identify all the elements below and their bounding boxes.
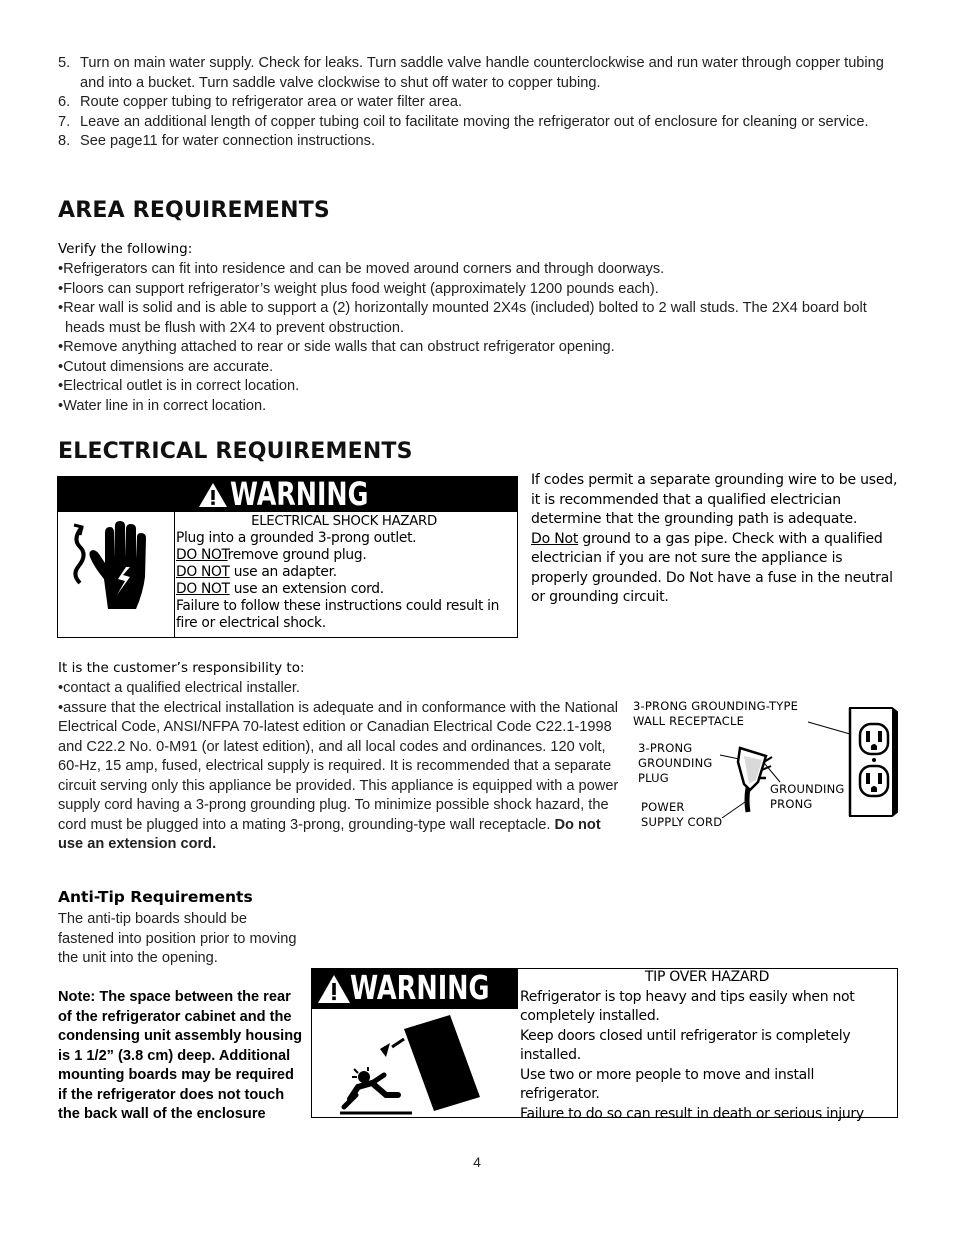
- warning-line: Failure to follow these instructions could result in fire or electrical shock.: [176, 598, 500, 631]
- responsibility-label: It is the customer’s responsibility to:: [58, 660, 305, 676]
- step-number: 6.: [58, 94, 71, 110]
- step-text: Turn on main water supply. Check for leaks. Turn saddle valve handle counterclockwise and run water through copper tubing and into a bucket. Turn saddle valve clockwise to shut off water to copper tubing.: [80, 55, 884, 91]
- warning-line: [176, 581, 512, 598]
- warning-line: [176, 564, 512, 581]
- warning-line-rest: use an extension cord.: [229, 581, 384, 597]
- warning-triangle-icon: [198, 482, 228, 508]
- list-item: [58, 93, 908, 113]
- label-line: SUPPLY CORD: [641, 815, 723, 829]
- warning-line: [176, 547, 512, 564]
- list-item: •Remove anything attached to rear or side walls that can obstruct refrigerator opening.: [58, 339, 615, 355]
- tip-over-person-icon: [332, 1011, 502, 1115]
- do-not-underlined: DO NOT: [176, 564, 230, 580]
- area-bullet-list: [58, 260, 898, 416]
- list-item: [58, 132, 908, 152]
- page-number: 4: [473, 1154, 481, 1170]
- label-line: GROUNDING: [770, 782, 845, 796]
- step-number: 7.: [58, 113, 71, 130]
- antitip-text: The anti-tip boards should be fastened into position prior to moving the unit into the opening.: [58, 911, 297, 966]
- tip-warning-text: [520, 968, 894, 1124]
- label-line: POWER: [641, 800, 685, 814]
- do-not-underlined: DO NOT: [176, 581, 230, 597]
- list-item: [58, 54, 908, 93]
- warning-panel: [312, 969, 518, 1117]
- list-item: •Floors can support refrigerator’s weight plus food weight (approximately 1200 pounds each).: [58, 280, 659, 297]
- hazard-title: TIP OVER HAZARD: [644, 969, 770, 985]
- grounding-text: If codes permit a separate grounding wire to be used, it is recommended that a qualified electrician determine that the grounding path is adequate.: [531, 472, 898, 527]
- electric-shock-hand-icon: [70, 517, 160, 613]
- list-item: •Electrical outlet is in correct location.: [58, 378, 300, 394]
- warning-banner: [58, 477, 517, 512]
- electrical-warning-box: [57, 476, 518, 638]
- outlet-plug-illustration: [700, 700, 900, 830]
- grounding-paragraph: [531, 471, 901, 608]
- list-item: •Cutout dimensions are accurate.: [58, 358, 274, 375]
- electrical-requirements-heading: ELECTRICAL REQUIREMENTS: [58, 439, 413, 464]
- warning-triangle-icon: [317, 974, 351, 1004]
- tip-over-warning-box: [311, 968, 898, 1122]
- bold-warning-text: Do not use an extension cord.: [58, 816, 601, 852]
- warning-divider: [174, 512, 175, 638]
- label-line: WALL RECEPTACLE: [633, 714, 745, 728]
- label-line: PLUG: [638, 771, 669, 785]
- warning-line: Failure to do so can result in death or serious injury: [520, 1105, 864, 1122]
- label-line: 3-PRONG GROUNDING-TYPE: [633, 699, 799, 713]
- label-line: 3-PRONG: [638, 741, 693, 755]
- warning-text: [176, 513, 512, 632]
- warning-line-rest: use an adapter.: [229, 564, 337, 580]
- warning-word: WARNING: [350, 968, 490, 1007]
- step-text: Leave an additional length of copper tubing coil to facilitate moving the refrigerator out of enclosure for cleaning or service.: [80, 113, 869, 130]
- label-line: GROUNDING: [638, 756, 713, 770]
- hazard-title: ELECTRICAL SHOCK HAZARD: [251, 514, 437, 529]
- antitip-note: Note: The space between the rear of the refrigerator cabinet and the condensing unit assembly housing is 1 1/2” (3.8 cm) deep. Additional mounting boards may be required if the refrigerator does not touch the back wall of the enclosure: [58, 989, 303, 1122]
- list-item: [58, 113, 908, 133]
- list-item: •Water line in in correct location.: [58, 397, 267, 414]
- step-text: See page11 for water connection instructions.: [80, 133, 376, 149]
- warning-line: Refrigerator is top heavy and tips easily when not completely installed.: [520, 988, 855, 1024]
- step-number: 5.: [58, 55, 71, 71]
- do-not-underlined: DO NOT: [176, 547, 228, 563]
- grounding-text: ground to a gas pipe. Check with a qualified electrician if you are not sure the appliance is properly grounded. Do Not have a fuse in the neutral or grounding circuit.: [531, 530, 893, 605]
- responsibility-bullets: [58, 679, 623, 855]
- list-item: •contact a qualified electrical installer.: [58, 680, 300, 696]
- do-not-underlined: Do Not: [531, 530, 579, 547]
- area-requirements-heading: AREA REQUIREMENTS: [58, 198, 330, 223]
- water-steps-list: [58, 54, 908, 152]
- responsibility-text: •assure that the electrical installation is adequate and in conformance with the National Electrical Code, ANSI/NFPA 70-latest edition or Canadian Electrical Code C22.1-1998 and C22.2 No. 0-M91 (or latest edition), and all local codes and ordinances. 120 volt, 60-Hz, 15 amp, fused, electrical supply is required. It is recommended that a separate circuit serving only this appliance be provided. This appliance is equipped with a power supply cord having a 3-prong grounding plug. To minimize possible shock hazard, the cord must be plugged into a mating 3-prong, grounding-type wall receptacle.: [58, 699, 619, 833]
- list-item: •Rear wall is solid and is able to support a (2) horizontally mounted 2X4s (included) bolted to 2 wall studs. The 2X4 board bolt heads must be flush with 2X4 to prevent obstruction.: [58, 300, 867, 336]
- warning-line-rest: remove ground plug.: [227, 547, 367, 563]
- verify-label: Verify the following:: [58, 241, 193, 257]
- list-item: [58, 699, 623, 855]
- label-line: PRONG: [770, 797, 813, 811]
- warning-line: Plug into a grounded 3-prong outlet.: [176, 530, 417, 546]
- tip-over-image-area: [312, 1009, 518, 1117]
- step-number: 8.: [58, 133, 71, 149]
- warning-line: Use two or more people to move and install refrigerator.: [520, 1066, 815, 1102]
- list-item: •Refrigerators can fit into residence and can be moved around corners and through doorways.: [58, 261, 665, 277]
- warning-word: WARNING: [230, 475, 369, 513]
- step-text: Route copper tubing to refrigerator area or water filter area.: [80, 94, 463, 110]
- antitip-heading: Anti-Tip Requirements: [58, 888, 253, 906]
- warning-line: Keep doors closed until refrigerator is completely installed.: [520, 1027, 851, 1063]
